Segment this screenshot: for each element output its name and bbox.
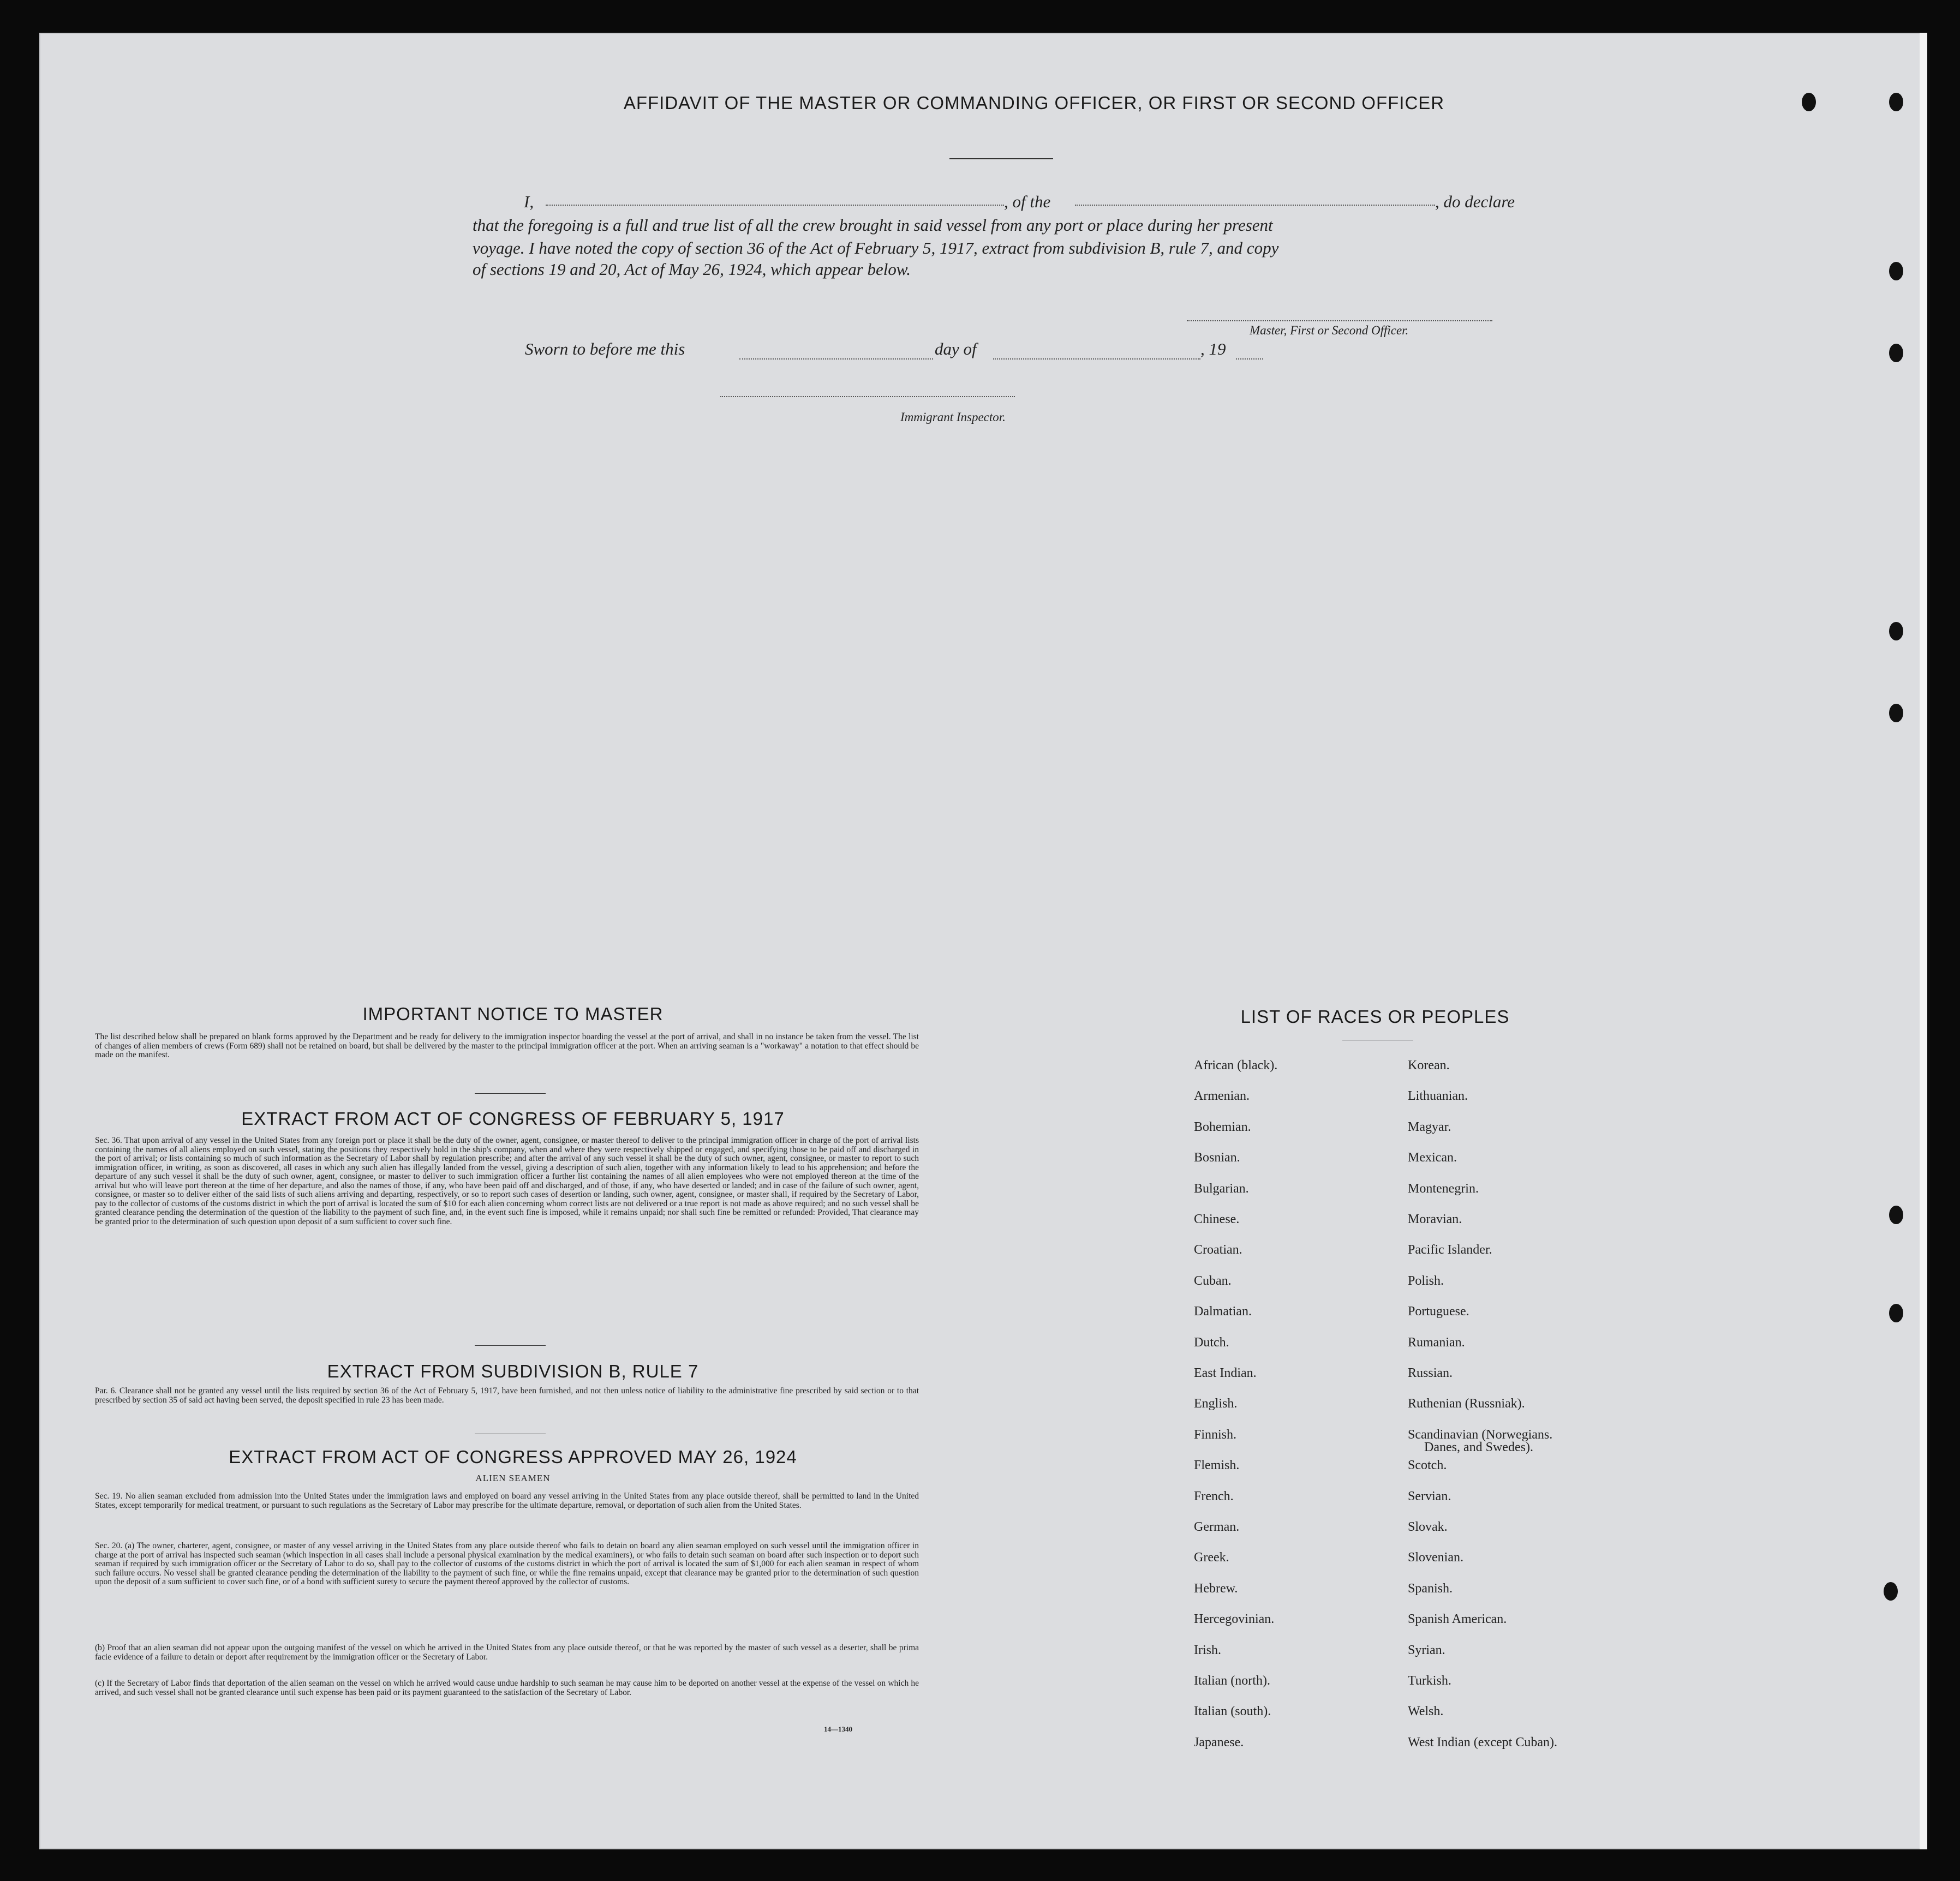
affidavit-line4: of sections 19 and 20, Act of May 26, 1924, which appear below. — [473, 260, 911, 279]
race-item: Dalmatian. — [1194, 1304, 1252, 1319]
race-item: African (black). — [1194, 1058, 1278, 1073]
race-item: Scotch. — [1408, 1458, 1447, 1473]
race-item: Welsh. — [1408, 1704, 1444, 1719]
race-item: Flemish. — [1194, 1458, 1240, 1473]
extract-rule7-text: Par. 6. Clearance shall not be granted any vessel until the lists required by section 36 of the Act of February 5, 1917, have been furnished, and not then unless notice of liability to the administrative fine prescribed by said section or to that prescribed by section 35 of said act having been served, the deposit specified in rule 23 has been made. — [95, 1386, 919, 1405]
race-item: Dutch. — [1194, 1335, 1229, 1350]
punch-hole — [1889, 262, 1903, 280]
master-signature-label: Master, First or Second Officer. — [1250, 324, 1409, 337]
race-item: Rumanian. — [1408, 1335, 1465, 1350]
extract-1924-sec20b: (b) Proof that an alien seaman did not appear upon the outgoing manifest of the vessel on which he arrived in the United States from any place outside thereof, or that he was reported by the master of such vessel as a deserter, shall be prima facie evidence of a failure to detain or deport after requirement by the immigration officer or the Secretary of Labor. — [95, 1643, 919, 1662]
name-field[interactable] — [546, 205, 1004, 206]
race-item: Bosnian. — [1194, 1151, 1240, 1165]
extract-1917-title: EXTRACT FROM ACT OF CONGRESS OF FEBRUARY 5, 1917 — [241, 1109, 785, 1129]
race-item: Pacific Islander. — [1408, 1243, 1492, 1257]
race-item: Slovak. — [1408, 1520, 1448, 1534]
master-signature-field[interactable] — [1187, 320, 1492, 321]
inspector-signature-field[interactable] — [720, 396, 1015, 397]
section-rule — [475, 1345, 546, 1346]
sworn-day-field[interactable] — [739, 358, 933, 360]
race-item: Croatian. — [1194, 1243, 1242, 1257]
affidavit-line2: that the foregoing is a full and true list of all the crew brought in said vessel from any port or place during her present — [473, 215, 1273, 235]
race-item: Scandinavian (Norwegians. — [1408, 1427, 1553, 1442]
vessel-field[interactable] — [1075, 205, 1435, 206]
punch-hole — [1889, 344, 1903, 362]
race-scandinavian-cont: Danes, and Swedes). — [1424, 1440, 1533, 1454]
race-item: German. — [1194, 1520, 1240, 1534]
inspector-label: Immigrant Inspector. — [900, 410, 1006, 424]
race-item: West Indian (except Cuban). — [1408, 1735, 1557, 1750]
race-item: English. — [1194, 1397, 1238, 1411]
punch-hole — [1889, 93, 1903, 111]
punch-hole — [1889, 1206, 1903, 1224]
affidavit-declare: , do declare — [1435, 192, 1515, 211]
race-item: Korean. — [1408, 1058, 1450, 1073]
race-item: Slovenian. — [1408, 1550, 1463, 1565]
race-item: Spanish. — [1408, 1581, 1453, 1596]
race-item: Portuguese. — [1408, 1304, 1469, 1319]
sworn-day-of: day of — [935, 339, 977, 358]
sworn-year-field[interactable] — [1236, 358, 1263, 360]
race-item: Hercegovinian. — [1194, 1612, 1275, 1627]
affidavit-line3: voyage. I have noted the copy of section 36 of the Act of February 5, 1917, extract from subdivision B, rule 7, and copy — [473, 238, 1279, 257]
punch-hole — [1802, 93, 1816, 111]
extract-1917-text: Sec. 36. That upon arrival of any vessel in the United States from any foreign port or place it shall be the duty of the owner, agent, consignee, or master thereof to deliver to the principal immigration officer in charge of the port of arrival lists containing the names of all aliens employed on such vessel, stating the positions they respectively hold in the ship's company, when and where they were respectively shipped or engaged, and specifying those to be paid off and discharged in the port of arrival; or lists containing so much of such information as the Secretary of Labor shall by regulation prescribe; and after the arrival of any such vessel it shall be the duty of such owner, agent, consignee, or master to report to such immigration officer, in writing, as soon as discovered, all cases in which any such alien has illegally landed from the vessel, giving a description of such alien, together with any information likely to lead to his apprehension; and before the departure of any such vessel it shall be the duty of such owner, agent, consignee, or master to deliver to such immigration officer a further list containing the names of all alien employees who were not employed thereon at the time of the arrival but who will leave port thereon at the time of her departure, and also the names of those, if any, who have been paid off and discharged, and of those, if any, who have deserted or landed; and in case of the failure of such owner, agent, consignee, or master so to deliver either of the said lists of such aliens arriving and departing, respectively, or so to report such cases of desertion or landing, such owner, agent, consignee, or master shall, if required by the Secretary of Labor, pay to the collector of customs of the customs district in which the port of arrival is located the sum of $10 for each alien concerning whom correct lists are not delivered or a true report is not made as above required; and no such vessel shall be granted clearance pending the determination of the question of the liability to the payment of such fine, and, in the event such fine is imposed, while it remains unpaid; nor shall such fine be remitted or refunded: Provided, That clearance may be granted prior to the determination of such question upon deposit of a sum sufficient to cover such fine. — [95, 1136, 919, 1226]
race-item: Magyar. — [1408, 1119, 1451, 1134]
extract-1924-sec20c: (c) If the Secretary of Labor finds that deportation of the alien seaman on the vessel on which he arrived would cause undue hardship to such seaman he may cause him to be deported on another vessel at the expense of the vessel on which he arrived, and such vessel shall not be granted clearance until such expense has been paid or its payment guaranteed to the satisfaction of the Secretary of Labor. — [95, 1679, 919, 1697]
punch-hole — [1889, 704, 1903, 722]
race-item: Spanish American. — [1408, 1612, 1507, 1627]
race-item: Moravian. — [1408, 1212, 1462, 1226]
race-item: Greek. — [1194, 1550, 1229, 1565]
punch-hole — [1889, 622, 1903, 640]
form-number: 14—1340 — [824, 1725, 852, 1733]
notice-text: The list described below shall be prepared on blank forms approved by the Department and be ready for delivery to the immigration inspector boarding the vessel at the port of arrival, and shall in no instance be taken from the vessel. The list of changes of alien members of crews (Form 689) shall not be retained on board, but shall be delivered by the master to the principal immigration officer at the port. When an arriving seaman is a "workaway" a notation to that effect should be made on the manifest. — [95, 1032, 919, 1059]
sworn-month-field[interactable] — [993, 358, 1200, 360]
race-item: Italian (north). — [1194, 1674, 1270, 1688]
race-item: Bulgarian. — [1194, 1181, 1249, 1196]
race-item: Turkish. — [1408, 1674, 1451, 1688]
sworn-prefix: Sworn to before me this — [525, 339, 685, 358]
affidavit-title: AFFIDAVIT OF THE MASTER OR COMMANDING OFFICER, OR FIRST OR SECOND OFFICER — [623, 93, 1445, 113]
race-item: Polish. — [1408, 1273, 1444, 1288]
page-edge — [1920, 33, 1927, 1849]
notice-title: IMPORTANT NOTICE TO MASTER — [362, 1004, 664, 1024]
races-title: LIST OF RACES OR PEOPLES — [1240, 1007, 1510, 1027]
race-item: Ruthenian (Russniak). — [1408, 1397, 1525, 1411]
affidavit-of-the: , of the — [1004, 192, 1051, 211]
race-item: Bohemian. — [1194, 1119, 1251, 1134]
punch-hole — [1884, 1582, 1898, 1601]
race-item: Japanese. — [1194, 1735, 1244, 1750]
race-item: Servian. — [1408, 1489, 1451, 1503]
section-rule — [475, 1093, 546, 1094]
extract-1924-subtitle: ALIEN SEAMEN — [475, 1473, 551, 1483]
title-rule — [949, 158, 1053, 159]
race-item: French. — [1194, 1489, 1234, 1503]
race-item: East Indian. — [1194, 1366, 1257, 1380]
punch-hole — [1889, 1304, 1903, 1322]
extract-1924-title: EXTRACT FROM ACT OF CONGRESS APPROVED MAY 26, 1924 — [229, 1447, 797, 1467]
extract-1924-sec20a: Sec. 20. (a) The owner, charterer, agent, consignee, or master of any vessel arriving in the United States from any place outside thereof who fails to detain on board any alien seaman employed on such vessel until the immigration officer in charge at the port of arrival has inspected such seaman (which inspection in all cases shall include a personal physical examination by the medical examiners), or who fails to detain such seaman on board after such inspection or to deport such seaman if required by such immigration officer or the Secretary of Labor to do so, shall pay to the collector of customs of the customs district in which the port of arrival is located the sum of $1,000 for each alien seaman in respect of whom such failure occurs. No vessel shall be granted clearance pending the determination of the liability to the payment of such fine, or while the fine remains unpaid, except that clearance may be granted prior to the determination of such question upon the deposit of a sum sufficient to cover such fine, or of a bond with sufficient surety to secure the payment thereof approved by the collector of customs. — [95, 1541, 919, 1586]
race-item: Mexican. — [1408, 1151, 1457, 1165]
affidavit-i: I, — [524, 192, 534, 211]
race-item: Irish. — [1194, 1643, 1221, 1657]
race-item: Chinese. — [1194, 1212, 1240, 1226]
extract-rule7-title: EXTRACT FROM SUBDIVISION B, RULE 7 — [327, 1361, 699, 1381]
race-item: Cuban. — [1194, 1273, 1232, 1288]
race-item: Syrian. — [1408, 1643, 1445, 1657]
race-item: Italian (south). — [1194, 1704, 1271, 1719]
race-item: Lithuanian. — [1408, 1089, 1468, 1104]
race-item: Montenegrin. — [1408, 1181, 1479, 1196]
race-item: Armenian. — [1194, 1089, 1250, 1104]
race-item: Russian. — [1408, 1366, 1453, 1380]
sworn-year: , 19 — [1200, 339, 1226, 358]
race-item: Finnish. — [1194, 1427, 1237, 1442]
race-item: Hebrew. — [1194, 1581, 1238, 1596]
extract-1924-sec19: Sec. 19. No alien seaman excluded from admission into the United States under the immigration laws and employed on board any vessel arriving in the United States from any place outside thereof, shall be permitted to land in the United States, except temporarily for medical treatment, or pursuant to such regulations as the Secretary of Labor may prescribe for the ultimate departure, removal, or deportation of such alien from the United States. — [95, 1491, 919, 1510]
